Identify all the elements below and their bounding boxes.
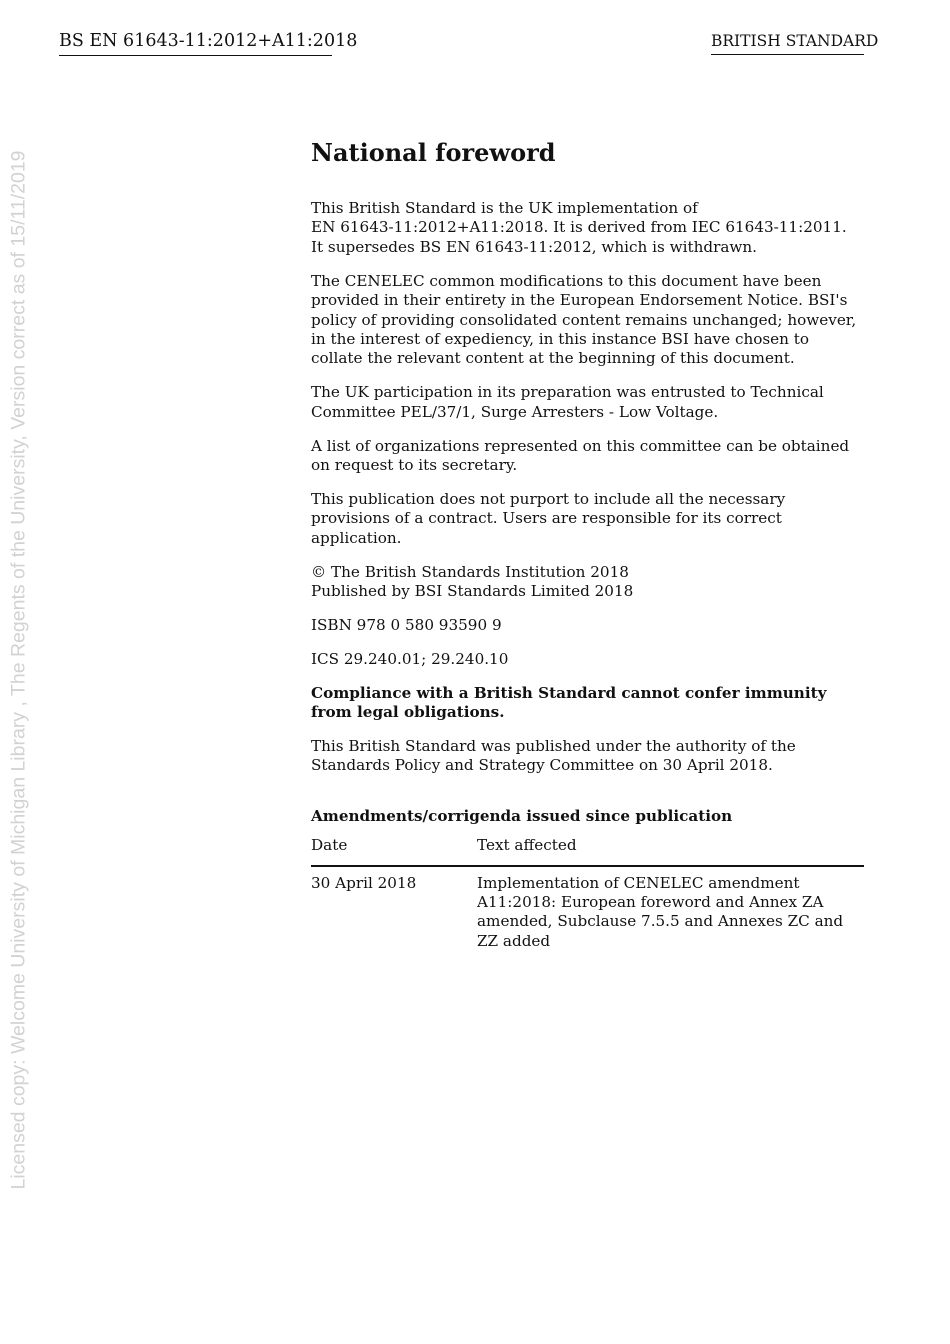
license-watermark: Licensed copy: Welcome University of Michigan Library , The Regents of the University, Version correct as of 15/11/2019 — [7, 150, 30, 1190]
amendment-date: 30 April 2018 — [311, 873, 417, 892]
paragraph-line: EN 61643-11:2012+A11:2018. It is derived from IEC 61643-11:2011. — [311, 218, 847, 237]
column-header-date: Date — [311, 836, 477, 865]
paragraph-implementation — [311, 199, 864, 257]
publisher-line: Published by BSI Standards Limited 2018 — [311, 582, 634, 600]
paragraph-participation: The UK participation in its preparation was entrusted to Technical Committee PEL/37/1, Surge Arresters - Low Voltage. — [311, 383, 824, 421]
paragraph-line: It supersedes BS EN 61643-11:2012, which is withdrawn. — [311, 237, 757, 256]
compliance-notice: Compliance with a British Standard cannot confer immunity from legal obligations. — [311, 683, 827, 722]
table-row — [311, 866, 864, 952]
page-title: National foreword — [311, 138, 556, 167]
amendment-text: Implementation of CENELEC amendment A11:2018: European foreword and Annex ZA amended, Subclause 7.5.5 and Annexes ZC and ZZ added — [477, 873, 844, 950]
paragraph-organizations: A list of organizations represented on this committee can be obtained on request to its secretary. — [311, 436, 850, 474]
copyright-line: © The British Standards Institution 2018 — [311, 562, 629, 581]
ics-codes: ICS 29.240.01; 29.240.10 — [311, 649, 509, 668]
header-standard-type: BRITISH STANDARD — [711, 32, 864, 55]
foreword-content — [311, 138, 864, 951]
column-header-text-affected: Text affected — [477, 836, 864, 865]
paragraph-line: This British Standard is the UK implementation of — [311, 199, 698, 217]
isbn: ISBN 978 0 580 93590 9 — [311, 615, 502, 634]
table-header-row — [311, 836, 864, 865]
header-document-id: BS EN 61643-11:2012+A11:2018 — [59, 31, 332, 56]
paragraph-provisions: This publication does not purport to include all the necessary provisions of a contract. Users are responsible for its correct application. — [311, 489, 786, 547]
amendments-title: Amendments/corrigenda issued since publication — [311, 806, 733, 825]
paragraph-copyright — [311, 563, 864, 602]
paragraph-cenelec: The CENELEC common modifications to this document have been provided in their entirety in the European Endorsement Notice. BSI's policy of providing consolidated content remains unchanged; however, in the interest of expediency, in this instance BSI have chosen to collate the relevant content at the beginning of this document. — [311, 271, 857, 368]
paragraph-authority: This British Standard was published under the authority of the Standards Policy and Strategy Committee on 30 April 2018. — [311, 737, 796, 775]
amendments-table — [311, 836, 864, 951]
